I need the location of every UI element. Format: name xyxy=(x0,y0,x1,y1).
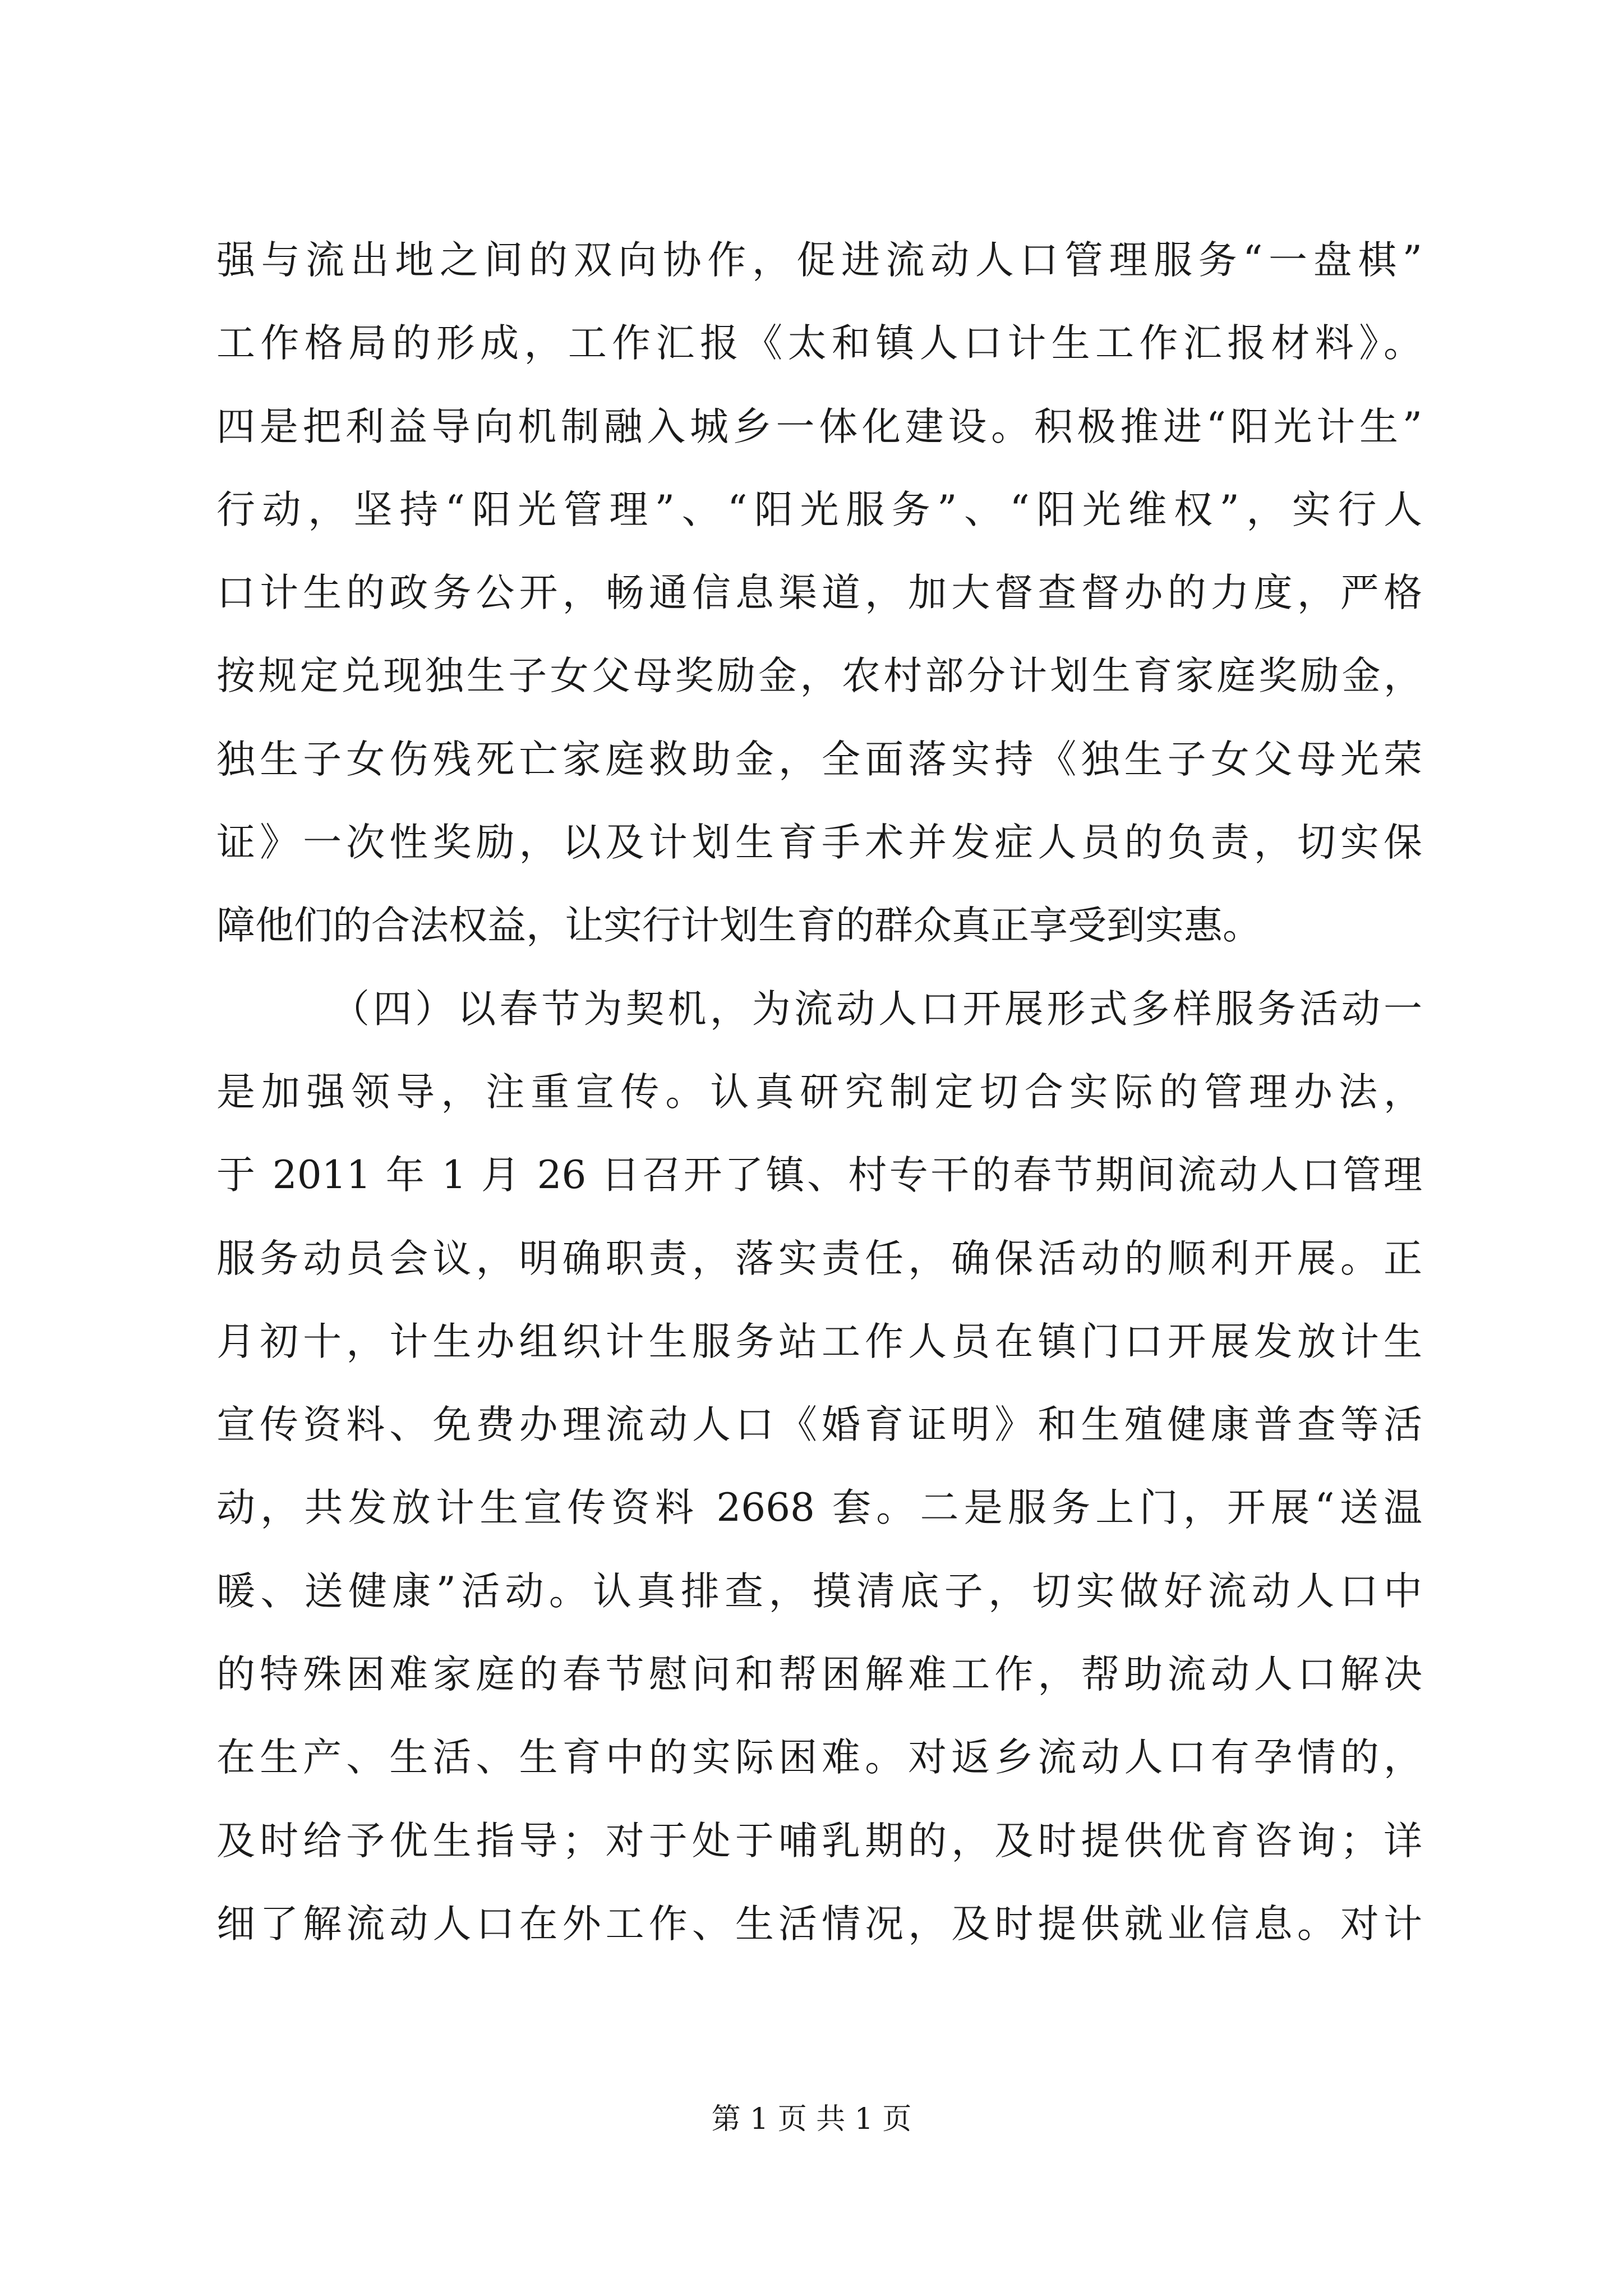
text-line: 行动，坚持“阳光管理”、“阳光服务”、“阳光维权”，实行人 xyxy=(216,487,1422,532)
text-line: 口计生的政务公开，畅通信息渠道，加大督查督办的力度，严格 xyxy=(216,570,1422,616)
text-line: 及时给予优生指导；对于处于哺乳期的，及时提供优育咨询；详 xyxy=(216,1818,1422,1864)
text-line: 细了解流动人口在外工作、生活情况，及时提供就业信息。对计 xyxy=(216,1901,1422,1947)
text-line: 宣传资料、免费办理流动人口《婚育证明》和生殖健康普查等活 xyxy=(216,1402,1422,1448)
text-line: 四是把利益导向机制融入城乡一体化建设。积极推进“阳光计生” xyxy=(216,404,1422,449)
text-line: 工作格局的形成，工作汇报《太和镇人口计生工作汇报材料》。 xyxy=(216,321,1422,366)
text-line: 在生产、生活、生育中的实际困难。对返乡流动人口有孕情的， xyxy=(216,1735,1422,1780)
text-line: 于 2011 年 1 月 26 日召开了镇、村专干的春节期间流动人口管理 xyxy=(216,1153,1422,1198)
text-line: 是加强领导，注重宣传。认真研究制定切合实际的管理办法， xyxy=(216,1069,1422,1115)
text-line: 的特殊困难家庭的春节慰问和帮困解难工作，帮助流动人口解决 xyxy=(216,1652,1422,1697)
page-footer: 第 1 页 共 1 页 xyxy=(711,2102,912,2136)
text-line: 障他们的合法权益，让实行计划生育的群众真正享受到实惠。 xyxy=(216,903,1261,949)
text-line: 服务动员会议，明确职责，落实责任，确保活动的顺利开展。正 xyxy=(216,1236,1422,1281)
text-line: 按规定兑现独生子女父母奖励金，农村部分计划生育家庭奖励金， xyxy=(216,654,1422,699)
text-line: 暖、送健康”活动。认真排查，摸清底子，切实做好流动人口中 xyxy=(216,1568,1422,1614)
text-line: 月初十，计生办组织计生服务站工作人员在镇门口开展发放计生 xyxy=(216,1319,1422,1364)
body-text xyxy=(216,219,1422,1966)
text-line: 强与流出地之间的双向协作，促进流动人口管理服务“一盘棋” xyxy=(216,238,1422,283)
text-line: 独生子女伤残死亡家庭救助金，全面落实持《独生子女父母光荣 xyxy=(216,737,1422,782)
section-heading: （四）以春节为契机，为流动人口开展形式多样服务活动一 xyxy=(331,986,1422,1032)
text-line: 动，共发放计生宣传资料 2668 套。二是服务上门，开展“送温 xyxy=(216,1485,1422,1531)
text-line: 证》一次性奖励，以及计划生育手术并发症人员的负责，切实保 xyxy=(216,820,1422,866)
